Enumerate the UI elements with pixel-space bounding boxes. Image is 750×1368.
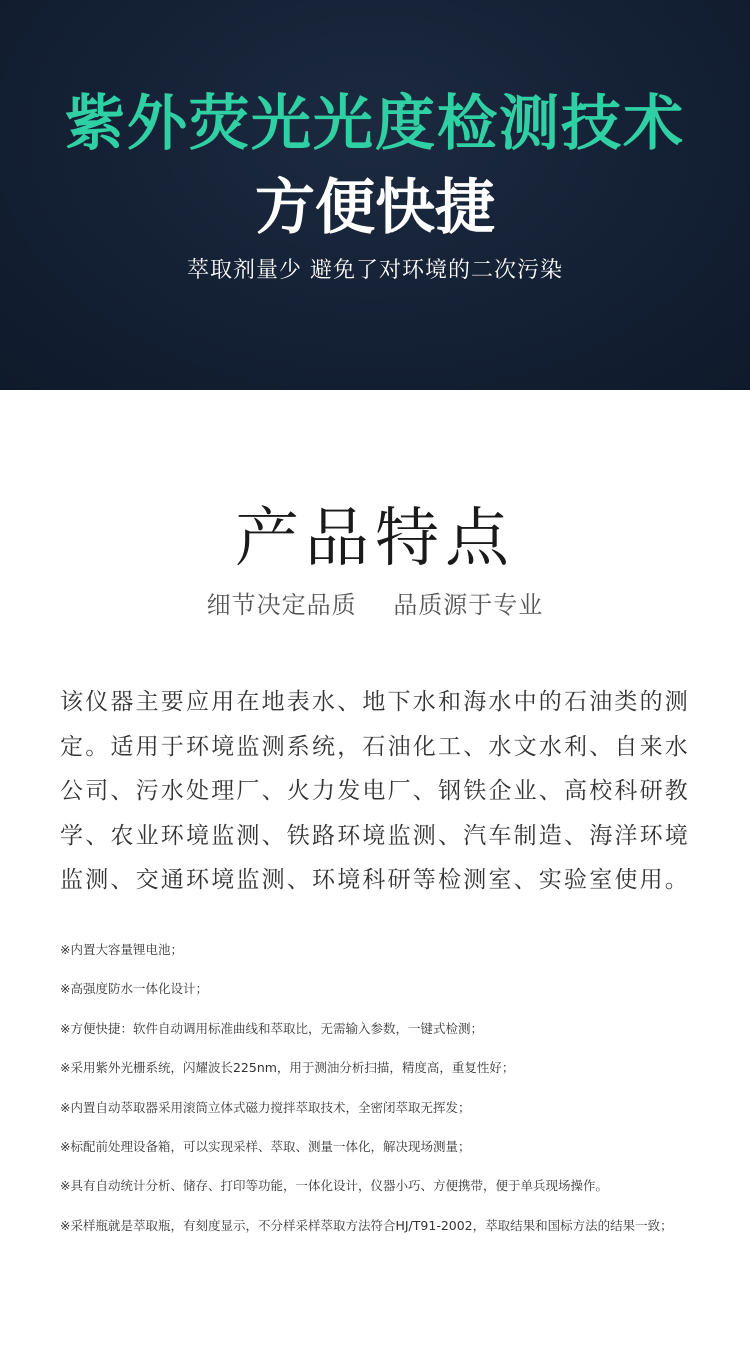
- hero-title: 紫外荧光光度检测技术: [65, 89, 685, 159]
- feature-item: ※标配前处理设备箱，可以实现采样、萃取、测量一体化，解决现场测量；: [60, 1138, 471, 1154]
- section-subtitle: [0, 588, 750, 622]
- feature-item: ※内置大容量锂电池；: [60, 942, 183, 957]
- feature-list: [60, 940, 710, 1265]
- feature-item: ※高强度防水一体化设计；: [60, 981, 208, 997]
- hero-banner: [0, 0, 750, 390]
- section-subtitle-right: 品质源于专业: [393, 591, 544, 619]
- section-title: 产品特点: [235, 502, 515, 576]
- hero-subtitle: 方便快捷: [255, 173, 495, 243]
- hero-tagline: 萃取剂量少 避免了对环境的二次污染: [187, 258, 563, 283]
- feature-item: ※方便快捷：软件自动调用标准曲线和萃取比，无需输入参数，一键式检测；: [60, 1020, 483, 1036]
- product-description: 该仪器主要应用在地表水、地下水和海水中的石油类的测定。适用于环境监测系统，石油化工、水文水利、自来水公司、污水处理厂、火力发电厂、钢铁企业、高校科研教学、农业环境监测、铁路环境监测、汽车制造、海洋环境监测、交通环境监测、环境科研等检测室、实验室使用。: [60, 689, 690, 893]
- section-subtitle-left: 细节决定品质: [206, 591, 357, 619]
- feature-item: ※具有自动统计分析、储存、打印等功能，一体化设计，仪器小巧、方便携带，便于单兵现场操作。: [60, 1178, 608, 1194]
- feature-item: ※内置自动萃取器采用滚筒立体式磁力搅拌萃取技术，全密闭萃取无挥发；: [60, 1099, 471, 1115]
- feature-item: ※采样瓶就是萃取瓶，有刻度显示，不分样采样萃取方法符合HJ/T91-2002，萃取结果和国标方法的结果一致；: [60, 1218, 673, 1234]
- feature-item: ※采用紫外光栅系统，闪耀波长225nm，用于测油分析扫描，精度高，重复性好；: [60, 1060, 515, 1076]
